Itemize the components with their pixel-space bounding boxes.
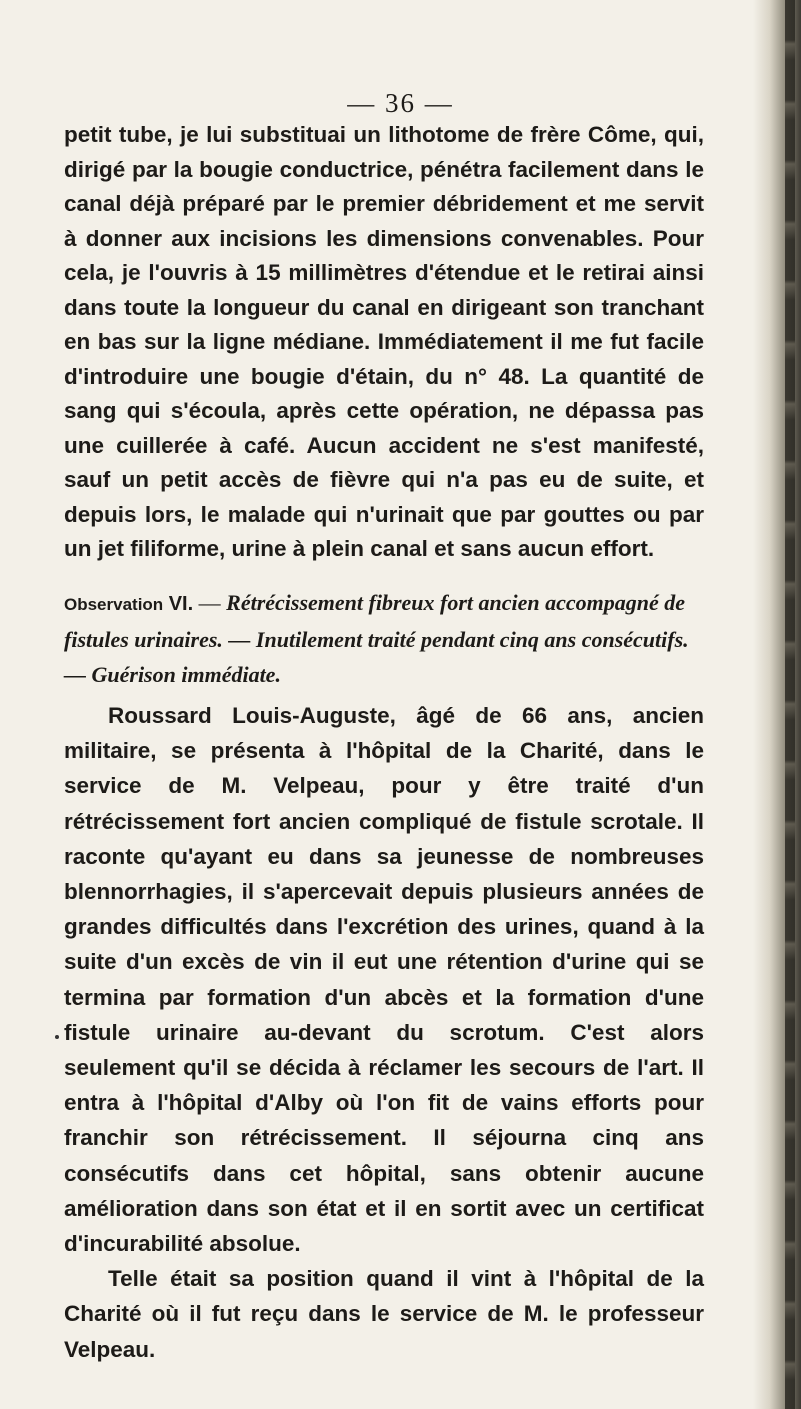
- margin-mark: [55, 1035, 59, 1039]
- observation-dash: —: [193, 590, 227, 615]
- observation-heading: [64, 585, 704, 692]
- observation-number: VI.: [168, 593, 194, 615]
- paragraph-1-text: petit tube, je lui substituai un lithotome de frère Côme, qui, dirigé par la bougie conductrice, pénétra facilement dans le canal déjà préparé par le premier débridement et me servit à donner aux incisions les dimensions convenables. Pour cela, je l'ouvris à 15 millimètres d'étendue et le retirai ainsi dans toute la longueur du canal en dirigeant son tranchant en bas sur la ligne médiane. Immédiatement il me fut facile d'introduire une bougie d'étain, du n° 48. La quantité de sang qui s'écoula, après cette opération, ne dépassa pas une cuillerée à café. Aucun accident ne s'est manifesté, sauf un petit accès de fièvre qui n'a pas eu de suite, et depuis lors, le malade qui n'urinait que par gouttes ou par un jet filiforme, urine à plein canal et sans aucun effort.: [64, 122, 704, 561]
- paragraph-3-text: Telle était sa position quand il vint à l'hôpital de la Charité où il fut reçu dans le service de M. le professeur Velpeau.: [64, 1266, 704, 1362]
- observation-title: Rétrécissement fibreux fort ancien accompagné de fistules urinaires. — Inutilement traité pendant cinq ans consécutifs. — Guérison immédiate.: [64, 590, 689, 687]
- paragraph-2-text: Roussard Louis-Auguste, âgé de 66 ans, ancien militaire, se présenta à l'hôpital de la Charité, dans le service de M. Velpeau, pour y être traité d'un rétrécissement fort ancien compliqué de fistule scrotale. Il raconte qu'ayant eu dans sa jeunesse de nombreuses blennorrhagies, il s'apercevait depuis plusieurs années de grandes difficultés dans l'excrétion des urines, quand à la suite d'un excès de vin il eut une rétention d'urine qui se termina par formation d'un abcès et la formation d'une fistule urinaire au-devant du scrotum. C'est alors seulement qu'il se décida à réclamer les secours de l'art. Il entra à l'hôpital d'Alby où l'on fit de vains efforts pour franchir son rétrécissement. Il séjourna cinq ans consécutifs dans cet hôpital, sans obtenir aucune amélioration dans son état et il en sortit avec un certificat d'incurabilité absolue.: [64, 703, 704, 1257]
- observation-label: Observation: [64, 595, 164, 614]
- paragraph-continuation: [64, 118, 704, 567]
- page-number: — 36 —: [347, 88, 454, 118]
- case-description: [64, 698, 704, 1367]
- binding-edge: [785, 0, 795, 1409]
